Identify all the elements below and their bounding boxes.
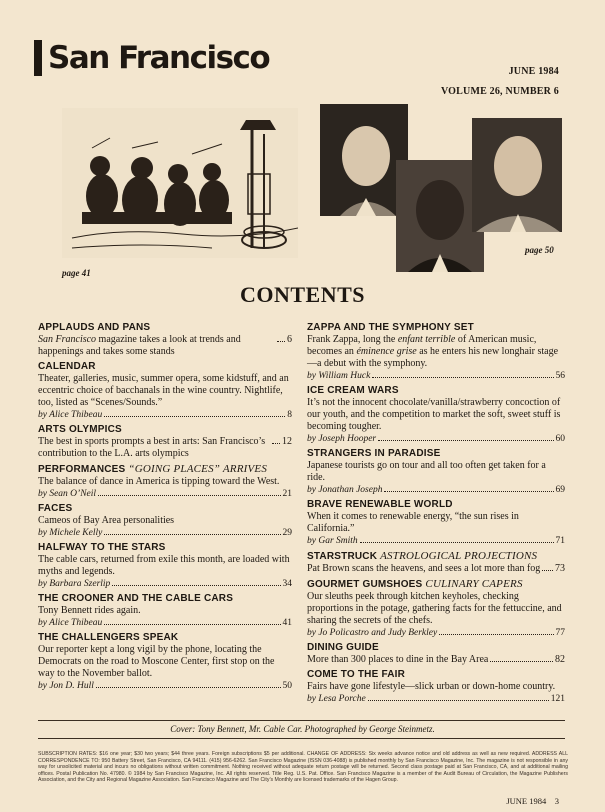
entry-author: by Sean O’Neil — [38, 489, 97, 499]
page-footer — [506, 796, 559, 806]
entry-author-line — [307, 693, 565, 705]
footer-date: JUNE 1984 — [506, 796, 547, 806]
entry-title: HALFWAY TO THE STARS — [38, 542, 166, 553]
entry-author: by Alice Thibeau — [38, 410, 103, 420]
entry-description-text: Pat Brown scans the heavens, and sees a lot more than fog — [307, 563, 541, 574]
entry-title: CALENDAR — [38, 361, 96, 372]
dot-leader — [542, 570, 553, 571]
entry-author: by William Huck — [307, 371, 371, 381]
cover-caption: Cover: Tony Bennett, Mr. Cable Car. Photographed by George Steinmetz. — [170, 724, 435, 734]
entry-title: BRAVE RENEWABLE WORLD — [307, 499, 453, 510]
entry-title: APPLAUDS AND PANS — [38, 322, 151, 333]
entry-title: COME TO THE FAIR — [307, 669, 406, 680]
entry-page: 12 — [282, 436, 292, 447]
dot-leader — [104, 624, 280, 625]
entry-author: by Joseph Hooper — [307, 434, 377, 444]
issue-date: JUNE 1984 — [508, 66, 559, 77]
entry-description — [307, 334, 565, 370]
dot-leader — [360, 542, 554, 543]
dot-leader — [272, 443, 280, 444]
entry-description-text: The best in sports prompts a best in arts: San Francisco’s contribution to the L.A. arts olympics — [38, 436, 266, 459]
entry-description: Our reporter kept a long vigil by the phone, locating the Democrats on the road to Moscone Center, first stop on the way to the November ballot. — [38, 644, 275, 679]
entry-title-text: GOURMET GUMSHOES — [307, 579, 423, 590]
entry-description-text: as he enters his new longhair stage—a debut with the symphony. — [307, 346, 559, 369]
entry-title — [307, 550, 565, 563]
entry-author-line — [307, 484, 565, 496]
cover-rule-top — [38, 720, 565, 721]
entry-author: by Jonathan Joseph — [307, 485, 383, 495]
contents-left-column — [38, 322, 292, 695]
entry-description-text: Frank Zappa, long the — [307, 334, 398, 345]
toc-entry-arts-olympics — [38, 424, 292, 460]
entry-title-text: STARSTRUCK — [307, 551, 378, 562]
dot-leader — [372, 377, 553, 378]
entry-title: ZAPPA AND THE SYMPHONY SET — [307, 322, 474, 333]
entry-page: 50 — [282, 681, 292, 691]
toc-entry-performances — [38, 463, 292, 500]
contents-right-column — [307, 322, 565, 708]
toc-entry-ice-cream-wars — [307, 385, 565, 445]
toc-entry-crooner — [38, 593, 292, 629]
entry-author: by Jo Policastro and Judy Berkley — [307, 628, 438, 638]
toc-entry-brave-renewable-world — [307, 499, 565, 547]
entry-author-line — [307, 627, 565, 639]
entry-title-text: PERFORMANCES — [38, 464, 126, 475]
entry-page: 69 — [555, 485, 565, 495]
entry-description — [38, 334, 292, 358]
entry-description-text: of American music, becomes an — [307, 334, 537, 357]
entry-author: by Alice Thibeau — [38, 618, 103, 628]
dot-leader — [96, 687, 281, 688]
toc-entry-strangers-in-paradise — [307, 448, 565, 496]
entry-author: by Barbara Szerlip — [38, 579, 111, 589]
entry-author-line — [38, 488, 292, 500]
toc-entry-gourmet-gumshoes — [307, 578, 565, 639]
dot-leader — [112, 585, 280, 586]
entry-title: ICE CREAM WARS — [307, 385, 399, 396]
entry-description: Cameos of Bay Area personalities — [38, 515, 175, 526]
entry-description-italic: éminence grise — [356, 346, 417, 357]
entry-author-line — [307, 370, 565, 382]
entry-title: ARTS OLYMPICS — [38, 424, 122, 435]
issue-volume: VOLUME 26, NUMBER 6 — [440, 86, 559, 97]
toc-entry-faces — [38, 503, 292, 539]
entry-page: 77 — [555, 628, 565, 638]
entry-description — [307, 563, 565, 575]
entry-page: 60 — [555, 434, 565, 444]
entry-page: 34 — [282, 579, 292, 589]
entry-page: 73 — [555, 563, 565, 574]
entry-page: 56 — [555, 371, 565, 381]
dot-leader — [384, 491, 553, 492]
entry-description: Tony Bennett rides again. — [38, 605, 141, 616]
entry-page: 121 — [550, 694, 565, 704]
masthead — [34, 38, 269, 78]
subscription-fine-print: SUBSCRIPTION RATES: $16 one year; $30 two years; $44 three years. Foreign subscriptions $5 per additional. CHANGE OF ADDRESS: Six weeks advance notice and old address as well as new required. ADDRESS ALL CORRESPONDENCE TO: 950 Battery Street, San Francisco, CA 94111. (415) 956-6262. San Francisco Magazine (ISSN 036-4088) is published monthly by San Francisco Magazine, Inc. The magazine is not responsible in any way for unsolicited material and incurs no obligations without written commitment. Nothing received without adequate return postage will be returned. Second class postage paid at San Francisco, CA, and at additional mailing offices. Postal Publication No. 47980. © 1984 by San Francisco Magazine, Inc. All rights reserved. Title Reg. U.S. Pat. Office. San Francisco Magazine is a member of the Audit Bureau of Circulation, the Magazine Publishers Association, and the City and Regional Magazine Association. San Francisco Magazine and The City’s Monthly are licensed trademarks of the Hagen Group. — [38, 751, 568, 784]
entry-title: STRANGERS IN PARADISE — [307, 448, 441, 459]
entry-page: 8 — [287, 410, 292, 420]
entry-author-line — [38, 527, 292, 539]
entry-author-line — [307, 535, 565, 547]
entry-title — [307, 578, 565, 591]
entry-title: THE CROONER AND THE CABLE CARS — [38, 593, 234, 604]
dot-leader — [368, 700, 549, 701]
entry-author: by Gar Smith — [307, 536, 358, 546]
entry-description — [307, 654, 565, 666]
entry-description: Our sleuths peek through kitchen keyholes, checking proportions in the potage, gathering facts for the fettuccine, and sharing the secrets of the chefs. — [307, 591, 562, 626]
entry-page: 82 — [555, 654, 565, 665]
entry-description-text: magazine takes a look at trends and happenings and takes some stands — [38, 334, 241, 357]
cover-rule-bottom — [38, 738, 565, 739]
entry-author: by Michele Kelly — [38, 528, 103, 538]
magazine-logo: San Francisco — [48, 40, 270, 76]
entry-description: The balance of dance in America is tipping toward the West. — [38, 476, 280, 487]
dot-leader — [490, 661, 553, 662]
entry-author-line — [38, 617, 292, 629]
toc-entry-dining-guide — [307, 642, 565, 666]
entry-description: It’s not the innocent chocolate/vanilla/strawberry concoction of our youth, and the competition to market the soft, sweet stuff is becoming tougher. — [307, 397, 561, 432]
entry-title: FACES — [38, 503, 73, 514]
entry-author-line — [38, 680, 292, 692]
left-image-caption: page 41 — [62, 268, 91, 278]
toc-entry-challengers — [38, 632, 292, 692]
dot-leader — [98, 495, 280, 496]
entry-description-italic: San Francisco — [38, 334, 97, 345]
entry-author: by Jon D. Hull — [38, 681, 94, 691]
dot-leader — [378, 440, 553, 441]
right-image-caption: page 50 — [525, 245, 554, 255]
entry-title-italic: CULINARY CAPERS — [425, 578, 523, 590]
contents-heading: CONTENTS — [239, 282, 366, 307]
entry-description: When it comes to renewable energy, “the sun rises in California.” — [307, 511, 519, 534]
dot-leader — [439, 634, 553, 635]
entry-title: THE CHALLENGERS SPEAK — [38, 632, 179, 643]
toc-entry-calendar — [38, 361, 292, 421]
entry-title — [38, 463, 292, 476]
entry-page: 41 — [282, 618, 292, 628]
entry-page: 71 — [555, 536, 565, 546]
dot-leader — [104, 416, 285, 417]
entry-title: DINING GUIDE — [307, 642, 379, 653]
entry-page: 6 — [287, 334, 292, 345]
dot-leader — [104, 534, 280, 535]
toc-entry-applauds — [38, 322, 292, 358]
entry-author: by Lesa Porche — [307, 694, 366, 704]
toc-entry-halfway-to-the-stars — [38, 542, 292, 590]
entry-page: 21 — [282, 489, 292, 499]
entry-title-italic: “GOING PLACES” ARRIVES — [128, 463, 268, 475]
masthead-bar — [34, 40, 42, 76]
entry-description-italic: enfant terrible — [397, 334, 456, 345]
entry-author-line — [38, 578, 292, 590]
toc-entry-starstruck — [307, 550, 565, 575]
entry-author-line — [38, 409, 292, 421]
dot-leader — [277, 341, 285, 342]
entry-description-text: More than 300 places to dine in the Bay Area — [307, 654, 489, 665]
footer-page-number: 3 — [554, 796, 559, 806]
entry-description: Fairs have gone lifestyle—slick urban or down-home country. — [307, 681, 556, 692]
entry-description — [38, 436, 292, 460]
entry-description: The cable cars, returned from exile this month, are loaded with myths and legends. — [38, 554, 290, 577]
toc-entry-zappa — [307, 322, 565, 382]
entry-page: 29 — [282, 528, 292, 538]
entry-description: Theater, galleries, music, summer opera, some kidstuff, and an eccentric choice of bacchanals in the wine country. Nightlife, too, listed as “Scenes/Sounds.” — [38, 373, 289, 408]
toc-entry-come-to-the-fair — [307, 669, 565, 705]
cable-car-illustration — [62, 108, 298, 258]
entry-title-italic: ASTROLOGICAL PROJECTIONS — [380, 550, 538, 562]
entry-description: Japanese tourists go on tour and all too often get taken for a ride. — [307, 460, 546, 483]
entry-author-line — [307, 433, 565, 445]
